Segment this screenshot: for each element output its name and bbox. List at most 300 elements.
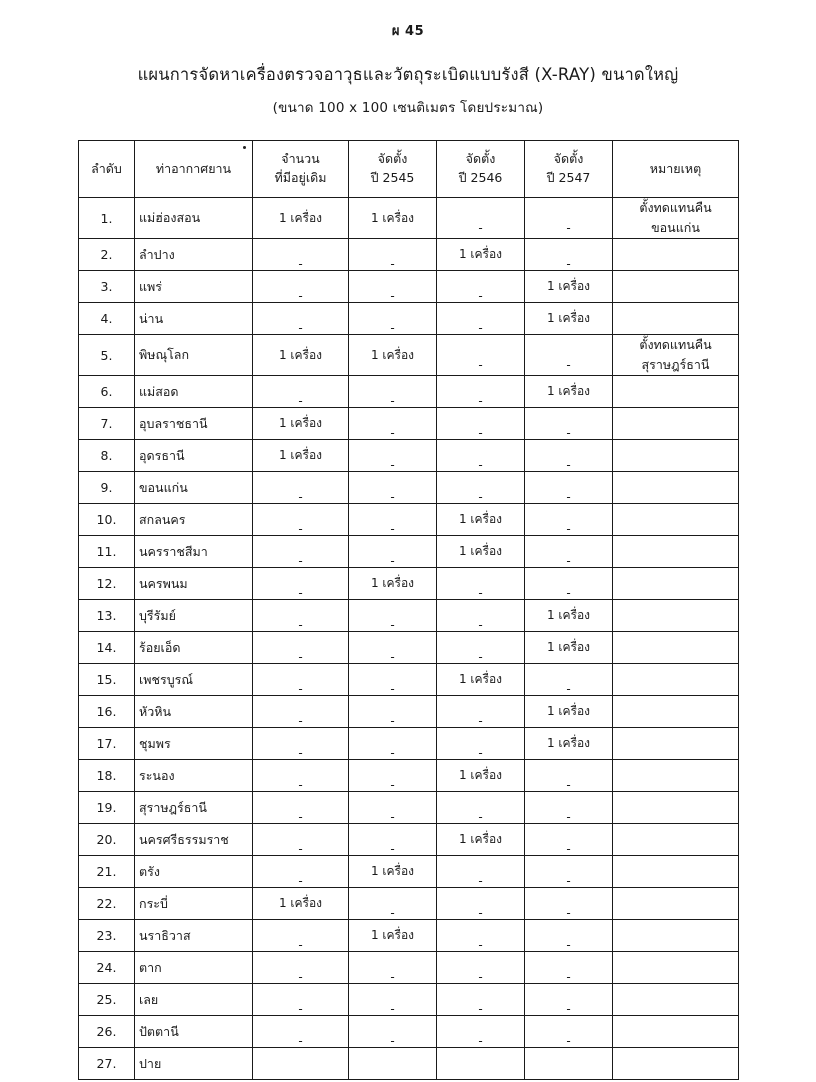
row-number bbox=[79, 198, 135, 239]
row-year-2547-count-text: 1 เครื่อง bbox=[546, 640, 591, 655]
row-remark bbox=[613, 440, 739, 472]
row-remark bbox=[613, 600, 739, 632]
table-container bbox=[78, 140, 738, 1080]
row-year-2547-count-text: - bbox=[566, 778, 571, 793]
row-year-2545-count bbox=[349, 303, 437, 335]
row-year-2547-count bbox=[525, 824, 613, 856]
table-row bbox=[79, 440, 739, 472]
column-header-year-2545-line1: จัดตั้ง bbox=[377, 151, 408, 167]
row-existing-count bbox=[253, 239, 349, 271]
row-airport-name bbox=[135, 472, 253, 504]
row-year-2545-count bbox=[349, 984, 437, 1016]
row-existing-count-text: - bbox=[298, 1034, 303, 1049]
row-year-2547-count-text: 1 เครื่อง bbox=[546, 384, 591, 399]
row-year-2547-count-text: - bbox=[566, 220, 571, 235]
row-airport-name bbox=[135, 824, 253, 856]
row-number-text: 11. bbox=[96, 544, 117, 560]
row-number bbox=[79, 504, 135, 536]
row-number bbox=[79, 760, 135, 792]
row-year-2546-count bbox=[437, 198, 525, 239]
row-airport-name bbox=[135, 335, 253, 376]
row-year-2545-count bbox=[349, 856, 437, 888]
column-header-year-2546 bbox=[437, 141, 525, 198]
row-year-2547-count bbox=[525, 760, 613, 792]
row-remark-text: ตั้งทดแทนคืนสุราษฎร์ธานี bbox=[639, 337, 712, 373]
row-remark bbox=[613, 824, 739, 856]
row-airport-name-text: นครราชสีมา bbox=[139, 543, 208, 559]
row-number bbox=[79, 440, 135, 472]
row-number-text: 2. bbox=[100, 247, 113, 263]
row-year-2546-count bbox=[437, 1016, 525, 1048]
row-year-2545-count-text: 1 เครื่อง bbox=[370, 347, 415, 362]
row-year-2547-count bbox=[525, 1048, 613, 1080]
row-year-2547-count bbox=[525, 792, 613, 824]
row-year-2546-count-text: - bbox=[478, 357, 483, 372]
row-remark bbox=[613, 920, 739, 952]
row-number-text: 22. bbox=[96, 896, 117, 912]
row-year-2547-count-text: 1 เครื่อง bbox=[546, 704, 591, 719]
row-airport-name-text: อุบลราชธานี bbox=[139, 415, 208, 431]
row-year-2545-count bbox=[349, 888, 437, 920]
row-year-2547-count bbox=[525, 696, 613, 728]
row-existing-count-text: 1 เครื่อง bbox=[278, 448, 323, 463]
row-number-text: 27. bbox=[96, 1056, 117, 1072]
row-year-2547-count-text: - bbox=[566, 970, 571, 985]
row-year-2547-count bbox=[525, 271, 613, 303]
row-existing-count bbox=[253, 760, 349, 792]
row-remark bbox=[613, 664, 739, 696]
row-existing-count-text: - bbox=[298, 321, 303, 336]
row-year-2545-count-text: - bbox=[390, 426, 395, 441]
row-number-text: 17. bbox=[96, 736, 117, 752]
row-remark bbox=[613, 1048, 739, 1080]
row-number bbox=[79, 632, 135, 664]
xray-plan-table bbox=[78, 140, 739, 1080]
row-existing-count-text: - bbox=[298, 810, 303, 825]
row-airport-name bbox=[135, 728, 253, 760]
row-remark bbox=[613, 632, 739, 664]
row-existing-count-text: - bbox=[298, 746, 303, 761]
row-number-text: 23. bbox=[96, 928, 117, 944]
row-existing-count-text: - bbox=[298, 1002, 303, 1017]
row-airport-name-text: แม่สอด bbox=[139, 383, 179, 399]
row-year-2546-count bbox=[437, 335, 525, 376]
row-year-2545-count bbox=[349, 760, 437, 792]
row-year-2546-count bbox=[437, 303, 525, 335]
row-year-2546-count-text: - bbox=[478, 874, 483, 889]
row-year-2545-count-text: - bbox=[390, 778, 395, 793]
row-year-2546-count bbox=[437, 856, 525, 888]
row-year-2545-count bbox=[349, 568, 437, 600]
row-existing-count-text: 1 เครื่อง bbox=[278, 416, 323, 431]
row-year-2545-count bbox=[349, 472, 437, 504]
row-number-text: 14. bbox=[96, 640, 117, 656]
row-airport-name-text: หัวหิน bbox=[139, 703, 172, 719]
table-row bbox=[79, 1048, 739, 1080]
row-airport-name bbox=[135, 303, 253, 335]
row-airport-name bbox=[135, 920, 253, 952]
row-number bbox=[79, 1016, 135, 1048]
row-year-2545-count bbox=[349, 536, 437, 568]
row-number-text: 7. bbox=[100, 416, 113, 432]
row-year-2547-count bbox=[525, 920, 613, 952]
row-year-2547-count bbox=[525, 568, 613, 600]
row-airport-name-text: ชุมพร bbox=[139, 735, 171, 751]
row-remark bbox=[613, 198, 739, 239]
row-existing-count bbox=[253, 664, 349, 696]
row-remark bbox=[613, 984, 739, 1016]
row-airport-name bbox=[135, 1048, 253, 1080]
row-airport-name-text: ปาย bbox=[139, 1055, 162, 1071]
row-year-2545-count bbox=[349, 239, 437, 271]
row-year-2547-count-text: - bbox=[566, 426, 571, 441]
column-header-year-2545 bbox=[349, 141, 437, 198]
column-header-year-2546-line1: จัดตั้ง bbox=[465, 151, 496, 167]
row-year-2546-count-text: 1 เครื่อง bbox=[458, 544, 503, 559]
row-remark bbox=[613, 472, 739, 504]
row-existing-count bbox=[253, 952, 349, 984]
row-year-2545-count-text: - bbox=[390, 682, 395, 697]
row-year-2545-count-text: - bbox=[390, 714, 395, 729]
row-year-2546-count bbox=[437, 271, 525, 303]
row-year-2547-count-text: - bbox=[566, 1002, 571, 1017]
row-year-2546-count-text: - bbox=[478, 618, 483, 633]
ink-dot-mark bbox=[243, 146, 246, 149]
column-header-remark-line1: หมายเหตุ bbox=[649, 160, 702, 176]
row-year-2546-count bbox=[437, 376, 525, 408]
row-year-2546-count-text: - bbox=[478, 394, 483, 409]
row-existing-count-text: - bbox=[298, 938, 303, 953]
row-existing-count-text: - bbox=[298, 394, 303, 409]
row-year-2545-count bbox=[349, 792, 437, 824]
row-airport-name bbox=[135, 536, 253, 568]
row-existing-count bbox=[253, 824, 349, 856]
row-airport-name bbox=[135, 408, 253, 440]
row-year-2546-count bbox=[437, 728, 525, 760]
row-year-2547-count-text: - bbox=[566, 586, 571, 601]
row-number-text: 24. bbox=[96, 960, 117, 976]
row-year-2546-count bbox=[437, 792, 525, 824]
row-existing-count-text: - bbox=[298, 586, 303, 601]
document-page bbox=[0, 20, 816, 1082]
row-year-2547-count-text: 1 เครื่อง bbox=[546, 279, 591, 294]
page-title: แผนการจัดหาเครื่องตรวจอาวุธและวัตถุระเบิดแบบรังสี (X-RAY) ขนาดใหญ่ bbox=[137, 65, 679, 84]
row-number-text: 21. bbox=[96, 864, 117, 880]
row-number-text: 16. bbox=[96, 704, 117, 720]
row-existing-count bbox=[253, 504, 349, 536]
row-number-text: 6. bbox=[100, 384, 113, 400]
row-year-2546-count bbox=[437, 824, 525, 856]
row-year-2545-count bbox=[349, 440, 437, 472]
row-remark bbox=[613, 696, 739, 728]
row-existing-count bbox=[253, 335, 349, 376]
row-year-2546-count-text: - bbox=[478, 650, 483, 665]
row-year-2547-count bbox=[525, 856, 613, 888]
row-existing-count-text: - bbox=[298, 490, 303, 505]
table-row bbox=[79, 198, 739, 239]
row-number-text: 13. bbox=[96, 608, 117, 624]
row-year-2545-count bbox=[349, 632, 437, 664]
column-header-year-2546-line2: ปี 2546 bbox=[458, 170, 503, 186]
column-header-no bbox=[79, 141, 135, 198]
row-year-2547-count-text: - bbox=[566, 357, 571, 372]
row-existing-count-text: - bbox=[298, 682, 303, 697]
row-number-text: 12. bbox=[96, 576, 117, 592]
row-year-2545-count-text: - bbox=[390, 554, 395, 569]
row-existing-count bbox=[253, 271, 349, 303]
row-number-text: 15. bbox=[96, 672, 117, 688]
row-airport-name-text: แม่ฮ่องสอน bbox=[139, 210, 201, 226]
row-year-2547-count bbox=[525, 888, 613, 920]
row-number bbox=[79, 600, 135, 632]
row-year-2546-count-text: - bbox=[478, 714, 483, 729]
row-airport-name-text: ขอนแก่น bbox=[139, 479, 188, 495]
row-number-text: 10. bbox=[96, 512, 117, 528]
row-remark bbox=[613, 792, 739, 824]
row-year-2545-count bbox=[349, 408, 437, 440]
row-airport-name bbox=[135, 984, 253, 1016]
row-existing-count-text: - bbox=[298, 257, 303, 272]
row-year-2546-count-text: - bbox=[478, 458, 483, 473]
table-row bbox=[79, 792, 739, 824]
table-row bbox=[79, 856, 739, 888]
table-row bbox=[79, 335, 739, 376]
table-row bbox=[79, 504, 739, 536]
table-row bbox=[79, 984, 739, 1016]
row-year-2545-count-text: - bbox=[390, 810, 395, 825]
row-number bbox=[79, 984, 135, 1016]
row-airport-name bbox=[135, 760, 253, 792]
row-year-2546-count bbox=[437, 440, 525, 472]
row-year-2547-count bbox=[525, 504, 613, 536]
row-airport-name-text: ปัตตานี bbox=[139, 1023, 179, 1039]
row-number bbox=[79, 1048, 135, 1080]
row-year-2546-count bbox=[437, 408, 525, 440]
table-row bbox=[79, 408, 739, 440]
row-year-2546-count-text: - bbox=[478, 1002, 483, 1017]
row-airport-name-text: ร้อยเอ็ด bbox=[139, 639, 181, 655]
row-year-2546-count-text: 1 เครื่อง bbox=[458, 832, 503, 847]
row-airport-name-text: ระนอง bbox=[139, 767, 175, 783]
row-airport-name-text: นราธิวาส bbox=[139, 927, 191, 943]
row-year-2545-count-text: - bbox=[390, 970, 395, 985]
row-year-2545-count bbox=[349, 376, 437, 408]
row-year-2546-count-text: - bbox=[478, 586, 483, 601]
row-year-2546-count-text: - bbox=[478, 426, 483, 441]
table-row bbox=[79, 888, 739, 920]
row-year-2545-count bbox=[349, 952, 437, 984]
row-existing-count-text: 1 เครื่อง bbox=[278, 210, 323, 225]
row-year-2545-count-text: - bbox=[390, 842, 395, 857]
row-year-2547-count bbox=[525, 408, 613, 440]
row-year-2545-count-text: 1 เครื่อง bbox=[370, 864, 415, 879]
row-year-2547-count bbox=[525, 440, 613, 472]
table-row bbox=[79, 824, 739, 856]
row-number bbox=[79, 888, 135, 920]
table-row bbox=[79, 920, 739, 952]
row-existing-count bbox=[253, 632, 349, 664]
row-existing-count bbox=[253, 408, 349, 440]
row-year-2547-count-text: - bbox=[566, 810, 571, 825]
row-year-2545-count bbox=[349, 824, 437, 856]
row-year-2547-count bbox=[525, 664, 613, 696]
row-existing-count bbox=[253, 472, 349, 504]
row-existing-count-text: - bbox=[298, 618, 303, 633]
row-existing-count bbox=[253, 376, 349, 408]
row-number-text: 25. bbox=[96, 992, 117, 1008]
row-number-text: 18. bbox=[96, 768, 117, 784]
row-year-2545-count-text: 1 เครื่อง bbox=[370, 928, 415, 943]
row-year-2546-count bbox=[437, 239, 525, 271]
row-year-2545-count bbox=[349, 1048, 437, 1080]
table-row bbox=[79, 271, 739, 303]
column-header-remark bbox=[613, 141, 739, 198]
row-year-2546-count bbox=[437, 632, 525, 664]
row-number bbox=[79, 856, 135, 888]
row-number bbox=[79, 408, 135, 440]
row-year-2546-count-text: - bbox=[478, 906, 483, 921]
row-airport-name bbox=[135, 664, 253, 696]
row-airport-name-text: แพร่ bbox=[139, 278, 163, 294]
row-existing-count bbox=[253, 198, 349, 239]
row-year-2545-count bbox=[349, 696, 437, 728]
row-year-2547-count bbox=[525, 198, 613, 239]
row-remark bbox=[613, 335, 739, 376]
row-existing-count bbox=[253, 856, 349, 888]
row-airport-name-text: สุราษฎร์ธานี bbox=[139, 799, 207, 815]
row-number-text: 9. bbox=[100, 480, 113, 496]
row-year-2545-count bbox=[349, 600, 437, 632]
row-existing-count-text: - bbox=[298, 650, 303, 665]
row-airport-name bbox=[135, 952, 253, 984]
table-row bbox=[79, 952, 739, 984]
row-airport-name bbox=[135, 239, 253, 271]
row-airport-name bbox=[135, 440, 253, 472]
row-number bbox=[79, 664, 135, 696]
row-year-2546-count-text: - bbox=[478, 1034, 483, 1049]
row-remark bbox=[613, 760, 739, 792]
row-year-2547-count-text: - bbox=[566, 522, 571, 537]
row-number bbox=[79, 568, 135, 600]
row-year-2547-count-text: 1 เครื่อง bbox=[546, 311, 591, 326]
column-header-airport-line1: ท่าอากาศยาน bbox=[155, 160, 232, 176]
table-row bbox=[79, 1016, 739, 1048]
row-existing-count-text: - bbox=[298, 522, 303, 537]
row-year-2547-count bbox=[525, 376, 613, 408]
row-year-2545-count bbox=[349, 920, 437, 952]
row-airport-name-text: บุรีรัมย์ bbox=[139, 607, 176, 623]
row-remark bbox=[613, 1016, 739, 1048]
column-header-year-2547-line2: ปี 2547 bbox=[546, 170, 591, 186]
table-row bbox=[79, 472, 739, 504]
row-year-2545-count bbox=[349, 271, 437, 303]
row-year-2545-count bbox=[349, 335, 437, 376]
row-remark bbox=[613, 408, 739, 440]
row-year-2545-count bbox=[349, 728, 437, 760]
row-year-2545-count-text: - bbox=[390, 1002, 395, 1017]
row-airport-name bbox=[135, 504, 253, 536]
row-year-2545-count-text: - bbox=[390, 289, 395, 304]
column-header-existing bbox=[253, 141, 349, 198]
row-existing-count-text: 1 เครื่อง bbox=[278, 347, 323, 362]
row-number-text: 26. bbox=[96, 1024, 117, 1040]
row-year-2546-count-text: - bbox=[478, 938, 483, 953]
row-number bbox=[79, 792, 135, 824]
row-year-2545-count-text: 1 เครื่อง bbox=[370, 210, 415, 225]
row-year-2547-count bbox=[525, 303, 613, 335]
row-airport-name-text: ลำปาง bbox=[139, 246, 175, 262]
row-year-2547-count-text: - bbox=[566, 906, 571, 921]
row-year-2546-count bbox=[437, 472, 525, 504]
row-year-2547-count bbox=[525, 536, 613, 568]
row-number bbox=[79, 824, 135, 856]
row-existing-count bbox=[253, 696, 349, 728]
row-number-text: 20. bbox=[96, 832, 117, 848]
row-year-2546-count bbox=[437, 568, 525, 600]
table-row bbox=[79, 696, 739, 728]
row-number bbox=[79, 271, 135, 303]
row-existing-count-text: - bbox=[298, 970, 303, 985]
page-code: ผ 45 bbox=[391, 24, 425, 39]
row-airport-name-text: เพชรบูรณ์ bbox=[139, 671, 193, 687]
table-row bbox=[79, 760, 739, 792]
row-year-2546-count bbox=[437, 984, 525, 1016]
row-airport-name bbox=[135, 198, 253, 239]
row-number-text: 4. bbox=[100, 311, 113, 327]
row-number-text: 3. bbox=[100, 279, 113, 295]
page-subtitle: (ขนาด 100 x 100 เซนติเมตร โดยประมาณ) bbox=[272, 100, 544, 117]
row-airport-name bbox=[135, 856, 253, 888]
row-year-2547-count bbox=[525, 952, 613, 984]
row-existing-count-text: - bbox=[298, 778, 303, 793]
row-existing-count bbox=[253, 440, 349, 472]
table-header bbox=[79, 141, 739, 198]
row-number-text: 5. bbox=[100, 347, 113, 363]
row-year-2546-count bbox=[437, 504, 525, 536]
row-year-2547-count bbox=[525, 984, 613, 1016]
row-year-2546-count bbox=[437, 600, 525, 632]
row-number bbox=[79, 696, 135, 728]
row-remark bbox=[613, 536, 739, 568]
row-year-2545-count-text: - bbox=[390, 522, 395, 537]
column-header-year-2545-line2: ปี 2545 bbox=[370, 170, 415, 186]
row-year-2545-count-text: - bbox=[390, 746, 395, 761]
row-year-2545-count-text: - bbox=[390, 458, 395, 473]
row-existing-count bbox=[253, 1048, 349, 1080]
row-airport-name bbox=[135, 632, 253, 664]
row-airport-name-text: น่าน bbox=[139, 310, 164, 326]
row-existing-count bbox=[253, 1016, 349, 1048]
row-number bbox=[79, 920, 135, 952]
row-remark bbox=[613, 568, 739, 600]
row-airport-name-text: เลย bbox=[139, 991, 159, 1007]
row-airport-name-text: นครศรีธรรมราช bbox=[139, 831, 229, 847]
row-year-2546-count bbox=[437, 952, 525, 984]
row-number-text: 1. bbox=[100, 210, 113, 226]
row-airport-name bbox=[135, 696, 253, 728]
row-year-2546-count bbox=[437, 888, 525, 920]
row-year-2547-count-text: - bbox=[566, 490, 571, 505]
row-year-2546-count bbox=[437, 760, 525, 792]
row-year-2547-count-text: - bbox=[566, 842, 571, 857]
column-header-existing-line1: จำนวน bbox=[281, 151, 320, 167]
column-header-year-2547-line1: จัดตั้ง bbox=[553, 151, 584, 167]
row-existing-count-text: - bbox=[298, 874, 303, 889]
row-number bbox=[79, 335, 135, 376]
row-existing-count-text: - bbox=[298, 289, 303, 304]
row-airport-name bbox=[135, 792, 253, 824]
row-year-2546-count-text: - bbox=[478, 970, 483, 985]
